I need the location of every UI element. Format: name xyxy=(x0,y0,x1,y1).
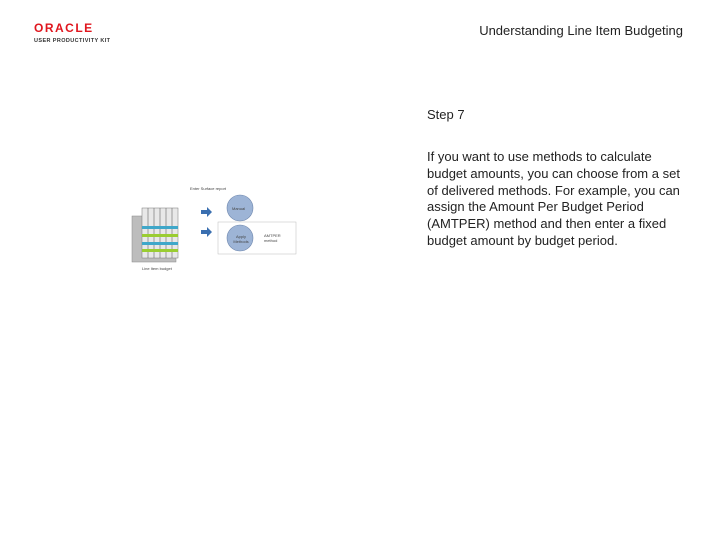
page-title: Understanding Line Item Budgeting xyxy=(479,23,683,38)
label-apply-methods: Apply Methods xyxy=(233,234,249,244)
arrow-icon-bottom xyxy=(201,227,212,237)
diagram-graphic xyxy=(128,182,300,274)
label-line-item-budget: Line Item budget xyxy=(142,266,172,271)
oracle-upk-logo xyxy=(34,22,124,45)
budget-grid-icon xyxy=(132,208,178,262)
label-amtper-method: AMTPER method xyxy=(264,233,281,243)
logo-oracle-text: ORACLE xyxy=(34,21,94,35)
arrow-icon-top xyxy=(201,207,212,217)
logo-subtext: USER PRODUCTIVITY KIT xyxy=(34,38,111,44)
step-label: Step 7 xyxy=(427,107,465,122)
step-description: If you want to use methods to calculate budget amounts, you can choose from a set of delivered methods. For example, you can assign the Amount Per Budget Period (AMTPER) method and then enter a fixed budget amount by budget period. xyxy=(427,149,680,248)
label-manual: Manual xyxy=(232,206,246,211)
label-enter-surface-report: Enter Surface report xyxy=(190,186,227,191)
line-item-budget-diagram xyxy=(128,182,300,274)
